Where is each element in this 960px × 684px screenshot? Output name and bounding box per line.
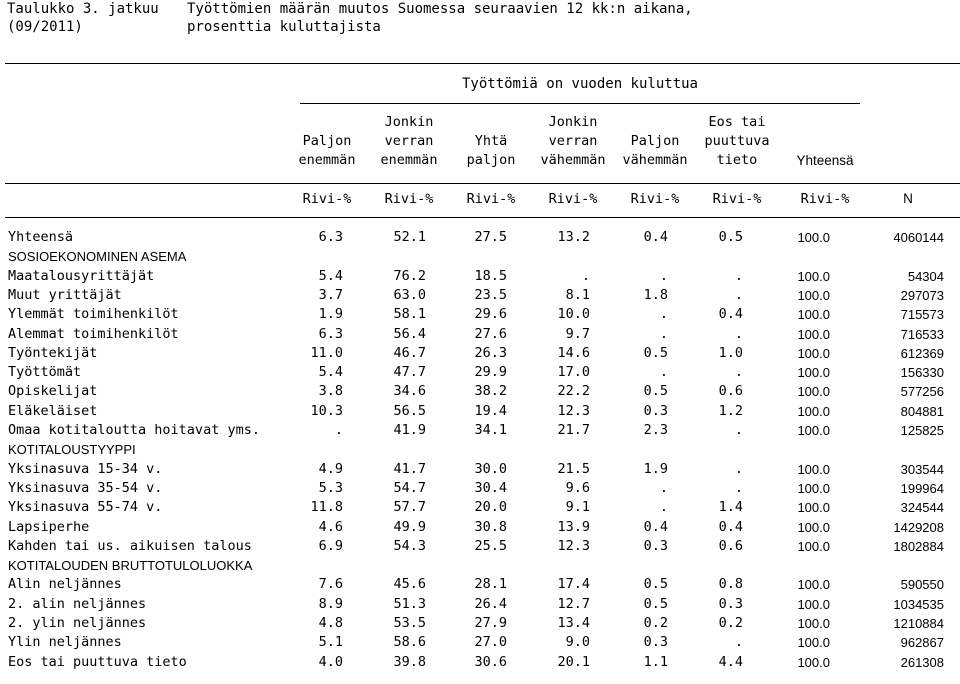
section-header-row	[8, 556, 958, 575]
cell-value: 4.9	[318, 460, 343, 477]
cell-n: 804881	[900, 403, 944, 419]
cell-value: 4.6	[318, 518, 343, 535]
cell-value: 0.3	[643, 402, 668, 419]
cell-value: 2.3	[643, 422, 668, 438]
cell-value: 10.0	[557, 306, 590, 323]
cell-value: 1.9	[643, 460, 668, 477]
cell-n: 1034535	[893, 596, 944, 612]
table-row	[8, 633, 958, 652]
cell-value: 0.5	[643, 576, 668, 593]
section-header-row	[8, 247, 958, 266]
cell-value: 9.7	[565, 325, 590, 342]
cell-value: 1.8	[643, 286, 668, 303]
cell-value: 30.8	[474, 518, 507, 535]
row-label: Yksinasuva 55-74 v.	[8, 499, 163, 516]
cell-value: .	[659, 306, 668, 323]
cell-value: 5.3	[318, 479, 343, 496]
column-header-6	[697, 113, 777, 170]
table-row	[8, 518, 958, 537]
cell-value: 1.4	[718, 499, 743, 516]
cell-value: 0.4	[718, 306, 743, 323]
body-rule	[5, 217, 960, 218]
cell-value: 100.0	[797, 480, 830, 496]
table-row	[8, 460, 958, 479]
cell-value: 0.3	[643, 537, 668, 554]
cell-value: 1.0	[718, 344, 743, 361]
cell-value: 4.0	[318, 653, 343, 670]
top-rule	[5, 63, 960, 64]
cell-n: 125825	[900, 423, 944, 438]
cell-value: .	[734, 325, 743, 342]
cell-value: .	[734, 364, 743, 381]
cell-value: 22.2	[557, 383, 590, 400]
row-label: Yksinasuva 35-54 v.	[8, 479, 163, 496]
cell-value: 4.4	[718, 653, 743, 670]
column-header-3	[451, 132, 531, 170]
row-label: Työttömät	[8, 364, 82, 381]
cell-value: 0.5	[643, 344, 668, 361]
header-rule	[5, 183, 960, 184]
table-row	[8, 537, 958, 556]
column-header-line: Jonkin	[384, 114, 434, 130]
cell-value: 34.6	[393, 383, 426, 400]
cell-value: 27.5	[474, 229, 507, 245]
row-label: Maatalousyrittäjät	[8, 267, 155, 284]
unit-label-4: Rivi-%	[548, 191, 598, 207]
cell-value: 56.4	[393, 325, 426, 342]
row-label: Muut yrittäjät	[8, 286, 122, 303]
unit-label-1: Rivi-%	[302, 191, 352, 207]
cell-value: 41.9	[393, 422, 426, 438]
column-group-label: Työttömiä on vuoden kuluttua	[461, 76, 698, 92]
cell-value: 0.4	[643, 518, 668, 535]
cell-n: 324544	[900, 500, 944, 516]
cell-value: 21.5	[557, 460, 590, 477]
cell-n: 612369	[900, 345, 944, 361]
row-label: Eos tai puuttuva tieto	[8, 653, 187, 670]
cell-value: .	[734, 460, 743, 477]
column-header-1	[287, 132, 367, 170]
row-label: Alin neljännes	[8, 576, 122, 593]
cell-value: 9.1	[565, 499, 590, 516]
cell-value: 100.0	[797, 326, 830, 342]
column-header-line: puuttuva	[704, 133, 770, 149]
cell-value: 5.4	[318, 267, 343, 284]
column-header-line: enemmän	[380, 152, 438, 168]
cell-value: 100.0	[797, 596, 830, 612]
cell-value: 11.8	[310, 499, 343, 516]
column-header-7	[785, 151, 865, 170]
cell-value: 0.5	[643, 595, 668, 612]
section-label: SOSIOEKONOMINEN ASEMA	[8, 249, 187, 265]
table-row	[8, 498, 958, 517]
cell-value: 29.6	[474, 306, 507, 323]
section-label: KOTITALOUDEN BRUTTOTULOLUOKKA	[8, 558, 253, 574]
cell-value: 21.7	[557, 422, 590, 438]
cell-value: 47.7	[393, 364, 426, 381]
column-header-line: Yhtä	[474, 133, 508, 149]
cell-value: 100.0	[797, 616, 830, 631]
cell-value: .	[734, 422, 743, 438]
cell-value: 100.0	[797, 384, 830, 400]
cell-n: 261308	[900, 654, 944, 670]
cell-value: 100.0	[797, 654, 830, 670]
cell-value: 26.4	[474, 595, 507, 612]
row-label: 2. ylin neljännes	[8, 615, 147, 631]
cell-value: 0.2	[643, 615, 668, 631]
cell-value: 12.7	[557, 595, 590, 612]
cell-n: 962867	[900, 635, 944, 651]
cell-value: 56.5	[393, 402, 426, 419]
column-header-line: vähemmän	[622, 152, 688, 168]
cell-value: 29.9	[474, 364, 507, 381]
cell-value: .	[659, 479, 668, 496]
row-label: Työntekijät	[8, 344, 98, 361]
cell-value: 25.5	[474, 537, 507, 554]
cell-value: .	[734, 286, 743, 303]
cell-value: 51.3	[393, 595, 426, 612]
caption-line-2: prosenttia kuluttajista	[187, 19, 381, 35]
column-header-line: Eos tai	[708, 114, 766, 130]
column-header-line: enemmän	[298, 152, 356, 168]
column-header-line: Paljon	[302, 133, 352, 149]
row-label: Alemmat toimihenkilöt	[8, 325, 179, 342]
table-row	[8, 421, 958, 440]
cell-value: 100.0	[797, 403, 830, 419]
cell-value: 6.3	[318, 229, 343, 245]
cell-value: 0.6	[718, 537, 743, 554]
cell-value: 100.0	[797, 307, 830, 323]
table-row	[8, 382, 958, 401]
cell-value: 46.7	[393, 344, 426, 361]
cell-value: 27.0	[474, 634, 507, 651]
section-label: KOTITALOUSTYYPPI	[8, 442, 136, 458]
cell-value: 7.6	[318, 576, 343, 593]
cell-n: 1802884	[893, 538, 944, 554]
cell-n: 54304	[907, 268, 944, 284]
cell-value: 100.0	[797, 577, 830, 593]
row-label: Kahden tai us. aikuisen talous	[8, 537, 252, 554]
cell-value: 0.6	[718, 383, 743, 400]
cell-value: .	[659, 325, 668, 342]
cell-value: 10.3	[310, 402, 343, 419]
cell-value: 0.3	[643, 634, 668, 651]
cell-value: 17.0	[557, 364, 590, 381]
table-row	[8, 595, 958, 614]
unit-label-6: Rivi-%	[712, 191, 762, 207]
cell-value: 0.5	[643, 383, 668, 400]
cell-value: 30.6	[474, 653, 507, 670]
column-header-4	[533, 113, 613, 170]
table-row	[8, 575, 958, 594]
row-label: Eläkeläiset	[8, 402, 98, 419]
cell-value: 8.1	[565, 286, 590, 303]
column-header-line: vähemmän	[540, 152, 606, 168]
table-row	[8, 325, 958, 344]
cell-value: 57.7	[393, 499, 426, 516]
cell-value: .	[734, 479, 743, 496]
cell-value: 27.6	[474, 325, 507, 342]
cell-value: 100.0	[797, 268, 830, 284]
column-header-line: verran	[548, 133, 598, 149]
cell-n: 1429208	[893, 519, 944, 535]
cell-value: 13.4	[557, 615, 590, 631]
table-row	[8, 228, 958, 247]
cell-value: 58.6	[393, 634, 426, 651]
cell-value: 53.5	[393, 615, 426, 631]
cell-value: 100.0	[797, 230, 830, 245]
cell-n: 297073	[900, 287, 944, 303]
cell-value: .	[581, 267, 590, 284]
cell-value: 0.4	[643, 229, 668, 245]
cell-value: 30.4	[474, 479, 507, 496]
column-header-line: verran	[384, 133, 434, 149]
cell-value: 100.0	[797, 461, 830, 477]
cell-value: 100.0	[797, 538, 830, 554]
cell-value: 26.3	[474, 344, 507, 361]
cell-value: 28.1	[474, 576, 507, 593]
cell-n: 577256	[900, 384, 944, 400]
cell-value: 76.2	[393, 267, 426, 284]
cell-n: 715573	[900, 307, 944, 323]
row-label: Yhteensä	[8, 229, 74, 245]
cell-value: 20.0	[474, 499, 507, 516]
cell-value: 100.0	[797, 287, 830, 303]
cell-value: .	[659, 267, 668, 284]
cell-value: 27.9	[474, 615, 507, 631]
cell-value: 0.5	[718, 229, 743, 245]
table-row	[8, 344, 958, 363]
cell-value: .	[734, 267, 743, 284]
title-line-1: Taulukko 3. jatkuu	[7, 1, 159, 17]
table-row	[8, 363, 958, 382]
title-line-2: (09/2011)	[7, 19, 83, 35]
row-label: Ylemmät toimihenkilöt	[8, 306, 179, 323]
cell-value: 3.7	[318, 286, 343, 303]
table-row	[8, 305, 958, 324]
column-header-line: Jonkin	[548, 114, 598, 130]
column-header-line: Yhteensä	[796, 153, 854, 168]
cell-value: 13.2	[557, 229, 590, 245]
cell-value: 100.0	[797, 423, 830, 438]
section-header-row	[8, 440, 958, 459]
cell-n: 199964	[900, 480, 944, 496]
cell-n: 1210884	[893, 616, 944, 631]
unit-label-3: Rivi-%	[466, 191, 516, 207]
cell-value: .	[659, 499, 668, 516]
cell-n: 156330	[900, 365, 944, 381]
cell-value: 63.0	[393, 286, 426, 303]
cell-value: 6.9	[318, 537, 343, 554]
unit-label-5: Rivi-%	[630, 191, 680, 207]
cell-value: 1.9	[318, 306, 343, 323]
unit-label-2: Rivi-%	[384, 191, 434, 207]
cell-value: 100.0	[797, 519, 830, 535]
cell-value: 0.4	[718, 518, 743, 535]
cell-value: 17.4	[557, 576, 590, 593]
cell-value: 41.7	[393, 460, 426, 477]
table-row	[8, 479, 958, 498]
cell-n: 716533	[900, 326, 944, 342]
cell-value: .	[659, 364, 668, 381]
cell-value: 100.0	[797, 365, 830, 381]
cell-value: 38.2	[474, 383, 507, 400]
cell-value: 54.7	[393, 479, 426, 496]
cell-value: 9.6	[565, 479, 590, 496]
row-label: Lapsiperhe	[8, 518, 90, 535]
cell-value: 54.3	[393, 537, 426, 554]
cell-value: 1.2	[718, 402, 743, 419]
cell-value: 4.8	[318, 615, 343, 631]
column-header-5	[615, 132, 695, 170]
cell-value: 5.4	[318, 364, 343, 381]
cell-value: .	[734, 634, 743, 651]
row-label: Opiskelijat	[8, 383, 98, 400]
table-row	[8, 614, 958, 633]
cell-value: 13.9	[557, 518, 590, 535]
cell-value: 0.8	[718, 576, 743, 593]
table-row	[8, 267, 958, 286]
column-header-line: Paljon	[630, 133, 680, 149]
cell-value: 20.1	[557, 653, 590, 670]
group-rule	[300, 103, 860, 104]
cell-value: 49.9	[393, 518, 426, 535]
cell-value: 30.0	[474, 460, 507, 477]
cell-value: 39.8	[393, 653, 426, 670]
table-row	[8, 402, 958, 421]
cell-value: 12.3	[557, 537, 590, 554]
table-row	[8, 653, 958, 672]
cell-value: 0.3	[718, 595, 743, 612]
row-label: Yksinasuva 15-34 v.	[8, 460, 163, 477]
row-label: Ylin neljännes	[8, 634, 122, 651]
cell-value: 100.0	[797, 500, 830, 516]
cell-value: 11.0	[310, 344, 343, 361]
cell-value: 100.0	[797, 635, 830, 651]
column-header-line: paljon	[466, 152, 516, 168]
cell-value: 52.1	[393, 229, 426, 245]
cell-value: .	[334, 422, 343, 438]
cell-value: 23.5	[474, 286, 507, 303]
cell-value: 3.8	[318, 383, 343, 400]
cell-value: 14.6	[557, 344, 590, 361]
row-label: 2. alin neljännes	[8, 595, 147, 612]
table-row	[8, 286, 958, 305]
cell-value: 9.0	[565, 634, 590, 651]
unit-label-7: Rivi-%	[800, 191, 850, 207]
cell-value: 12.3	[557, 402, 590, 419]
cell-value: 1.1	[643, 653, 668, 670]
column-header-line: tieto	[716, 152, 758, 168]
column-header-2	[369, 113, 449, 170]
cell-n: 303544	[900, 461, 944, 477]
cell-value: 58.1	[393, 306, 426, 323]
unit-label-8: N	[903, 191, 913, 206]
caption-line-1: Työttömien määrän muutos Suomessa seuraavien 12 kk:n aikana,	[187, 1, 693, 17]
cell-value: 6.3	[318, 325, 343, 342]
cell-value: 0.2	[718, 615, 743, 631]
row-label: Omaa kotitaloutta hoitavat yms.	[8, 422, 260, 438]
cell-value: 8.9	[318, 595, 343, 612]
cell-n: 4060144	[893, 230, 944, 245]
cell-value: 5.1	[318, 634, 343, 651]
cell-value: 45.6	[393, 576, 426, 593]
cell-value: 100.0	[797, 345, 830, 361]
cell-value: 34.1	[474, 422, 507, 438]
cell-value: 19.4	[474, 402, 507, 419]
cell-n: 590550	[900, 577, 944, 593]
cell-value: 18.5	[474, 267, 507, 284]
